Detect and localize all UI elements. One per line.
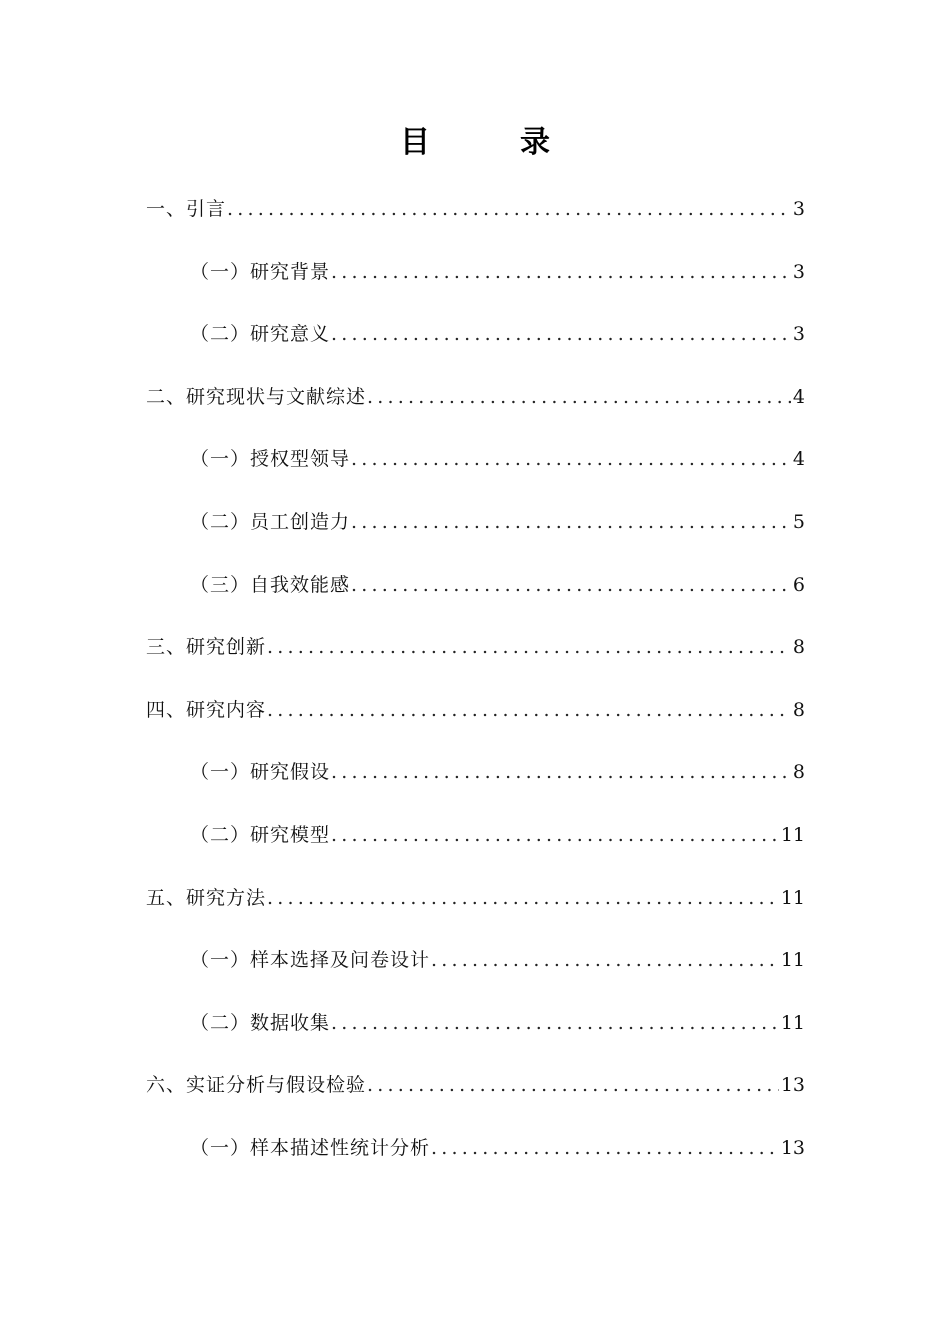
toc-entry-page: 11 [780, 886, 805, 909]
toc-entry-page: 13 [780, 1074, 805, 1097]
toc-entry-page: 11 [780, 1011, 805, 1034]
toc-entry-label: 一、引言 [146, 198, 227, 220]
dot-leader [227, 184, 791, 234]
dot-leader [331, 810, 779, 860]
dot-leader [331, 247, 791, 297]
toc-entry-label: 二、研究现状与文献综述 [146, 385, 367, 408]
toc-entry-page: 11 [780, 824, 805, 846]
toc-entry-page: 8 [792, 698, 805, 721]
toc-entry[interactable] [190, 560, 805, 610]
dot-leader [351, 560, 791, 610]
toc-entry[interactable] [190, 935, 805, 985]
dot-leader [351, 434, 791, 484]
dot-leader [331, 309, 791, 359]
toc-entry-label: （二）数据收集 [190, 1011, 331, 1034]
toc-entry-page: 8 [792, 761, 805, 784]
dot-leader [431, 1123, 779, 1173]
toc-entry[interactable] [190, 434, 805, 484]
toc-entry[interactable] [190, 810, 805, 860]
toc-entry[interactable] [146, 685, 805, 735]
toc-entry-label: 三、研究创新 [146, 636, 267, 659]
toc-entry-label: 五、研究方法 [146, 886, 267, 909]
toc-title: 目 录 [400, 125, 580, 160]
dot-leader [351, 497, 791, 547]
toc-entry-page: 3 [792, 198, 805, 220]
toc-entry[interactable] [146, 372, 805, 422]
toc-entry-page: 8 [792, 636, 805, 659]
dot-leader [267, 622, 791, 672]
toc-entry-label: （三）自我效能感 [190, 573, 351, 596]
toc-entry[interactable] [190, 497, 805, 547]
toc-entry[interactable] [146, 622, 805, 672]
dot-leader [331, 747, 791, 797]
dot-leader [367, 1060, 779, 1110]
dot-leader [331, 998, 779, 1048]
dot-leader [267, 685, 791, 735]
toc-entry[interactable] [190, 309, 805, 359]
toc-entry[interactable] [190, 247, 805, 297]
toc-entry-page: 6 [792, 573, 805, 596]
toc-entry-label: （一）授权型领导 [190, 448, 351, 471]
toc-entry-label: （一）样本选择及问卷设计 [190, 949, 431, 972]
toc-entry-page: 4 [792, 448, 805, 471]
toc-entry-label: （一）研究背景 [190, 260, 331, 283]
toc-entry-label: （二）员工创造力 [190, 511, 351, 533]
toc-entry[interactable] [146, 1060, 805, 1110]
toc-entry[interactable] [190, 998, 805, 1048]
dot-leader [431, 935, 779, 985]
toc-entry-page: 11 [780, 949, 805, 972]
toc-entry-label: （一）样本描述性统计分析 [190, 1137, 431, 1159]
toc-entry[interactable] [146, 184, 805, 234]
toc-entry[interactable] [190, 747, 805, 797]
toc-entry-page: 5 [792, 511, 805, 533]
dot-leader [267, 873, 779, 923]
toc-entry-label: 六、实证分析与假设检验 [146, 1074, 367, 1097]
toc-entry-page: 13 [780, 1137, 805, 1159]
toc-entry-label: （一）研究假设 [190, 761, 331, 784]
toc-entry[interactable] [146, 873, 805, 923]
toc-entry-label: （二）研究模型 [190, 824, 331, 846]
toc-entry-page: 4 [792, 385, 805, 408]
toc-entry-page: 3 [792, 260, 805, 283]
dot-leader [367, 372, 791, 422]
toc-entry-page: 3 [792, 323, 805, 346]
toc-entry-label: （二）研究意义 [190, 323, 331, 346]
toc-entry[interactable] [190, 1123, 805, 1173]
toc-entry-label: 四、研究内容 [146, 698, 267, 721]
